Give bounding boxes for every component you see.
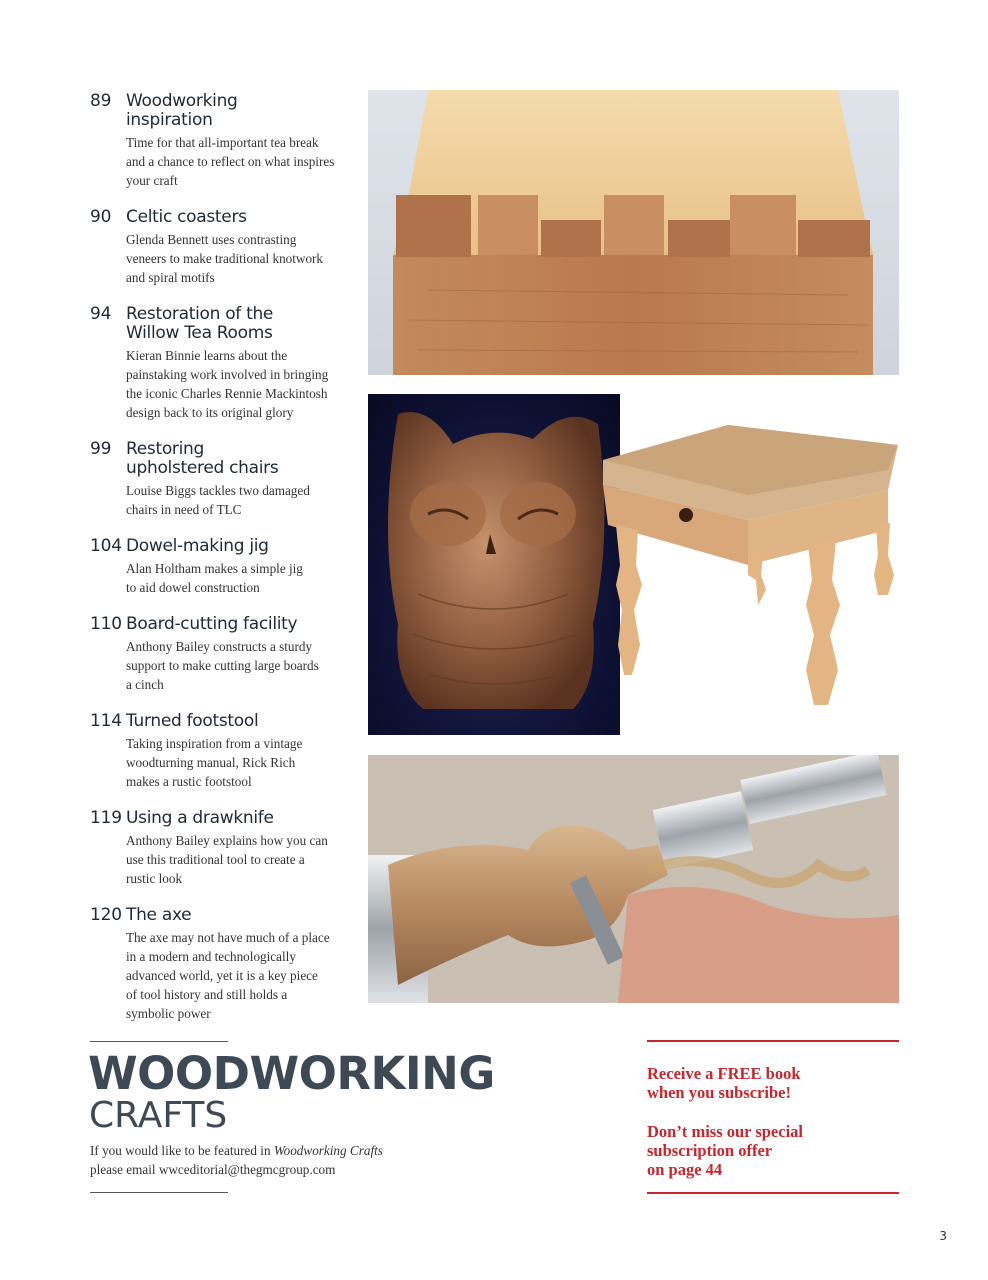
toc-entry-94[interactable] bbox=[90, 305, 360, 422]
toc-page-number: 114 bbox=[90, 711, 122, 731]
toc-title bbox=[126, 906, 360, 925]
toc-desc-line: Anthony Bailey constructs a sturdy bbox=[126, 639, 313, 654]
magazine-name: WOODWORKING bbox=[88, 1047, 495, 1100]
toc-desc-line: advanced world, yet it is a key piece bbox=[126, 968, 318, 983]
toc-entry-114[interactable] bbox=[90, 712, 360, 791]
promo-line: on page 44 bbox=[647, 1160, 723, 1179]
toc-page-number: 119 bbox=[90, 808, 122, 828]
toc-entry-110[interactable] bbox=[90, 615, 360, 694]
toc-title-line: Board-cutting facility bbox=[126, 614, 298, 634]
toc-page-number: 120 bbox=[90, 905, 122, 925]
toc-desc-line: Alan Holtham makes a simple jig bbox=[126, 561, 303, 576]
toc-desc-line: support to make cutting large boards bbox=[126, 658, 319, 673]
toc-desc-line: design back to its original glory bbox=[126, 405, 294, 420]
footstool-illustration bbox=[598, 415, 898, 715]
toc-desc-line: Taking inspiration from a vintage bbox=[126, 736, 303, 751]
toc-title-line: upholstered chairs bbox=[126, 458, 279, 478]
toc-title bbox=[126, 809, 360, 828]
toc-desc-line: The axe may not have much of a place bbox=[126, 930, 330, 945]
feature-note-line1: If you would like to be featured in Woodworking Crafts bbox=[90, 1143, 383, 1158]
feature-contact-note bbox=[90, 1141, 410, 1179]
toc-entry-104[interactable] bbox=[90, 537, 360, 597]
toc-title-line: Woodworking bbox=[126, 91, 238, 111]
toc-desc-line: symbolic power bbox=[126, 1006, 211, 1021]
toc-title-line: inspiration bbox=[126, 110, 213, 130]
promo-line: Receive a FREE book bbox=[647, 1064, 801, 1083]
toc-title bbox=[126, 615, 360, 634]
dovetail-joint-photo bbox=[368, 90, 899, 375]
toc-title-line: The axe bbox=[126, 905, 192, 925]
toc-title bbox=[126, 440, 360, 478]
toc-page-number: 89 bbox=[90, 91, 112, 111]
toc-desc-line: Kieran Binnie learns about the bbox=[126, 348, 288, 363]
toc-desc-line: the iconic Charles Rennie Mackintosh bbox=[126, 386, 328, 401]
toc-entry-90[interactable] bbox=[90, 208, 360, 287]
promo-line: when you subscribe! bbox=[647, 1083, 791, 1102]
toc-title-line: Using a drawknife bbox=[126, 808, 274, 828]
divider-bottom bbox=[90, 1192, 228, 1193]
magazine-title-italic: Woodworking Crafts bbox=[273, 1143, 383, 1158]
toc-page-number: 90 bbox=[90, 207, 112, 227]
toc-description bbox=[126, 133, 360, 190]
toc-title-line: Celtic coasters bbox=[126, 207, 247, 227]
toc-title-line: Willow Tea Rooms bbox=[126, 323, 273, 343]
toc-desc-line: woodturning manual, Rick Rich bbox=[126, 755, 296, 770]
toc-title bbox=[126, 712, 360, 731]
lathe-illustration bbox=[368, 755, 899, 1003]
toc-desc-line: veneers to make traditional knotwork bbox=[126, 251, 324, 266]
toc-desc-line: to aid dowel construction bbox=[126, 580, 260, 595]
toc-desc-line: a cinch bbox=[126, 677, 164, 692]
divider-top bbox=[90, 1041, 228, 1042]
toc-desc-line: Glenda Bennett uses contrasting bbox=[126, 232, 297, 247]
woodturning-lathe-photo bbox=[368, 755, 899, 1003]
toc-title-line: Turned footstool bbox=[126, 711, 259, 731]
carved-owl-photo bbox=[368, 394, 620, 735]
owl-illustration bbox=[368, 394, 620, 735]
toc-desc-line: makes a rustic footstool bbox=[126, 774, 252, 789]
toc-desc-line: Louise Biggs tackles two damaged bbox=[126, 483, 310, 498]
magazine-name-sub: CRAFTS bbox=[89, 1095, 228, 1136]
subscribe-promo[interactable] bbox=[647, 1064, 899, 1102]
toc-title bbox=[126, 537, 360, 556]
toc-desc-line: chairs in need of TLC bbox=[126, 502, 242, 517]
toc-page-number: 104 bbox=[90, 536, 122, 556]
toc-description bbox=[126, 928, 360, 1023]
toc-title bbox=[126, 92, 360, 130]
toc-title-line: Dowel-making jig bbox=[126, 536, 269, 556]
page-number: 3 bbox=[939, 1229, 947, 1243]
toc-page-number: 110 bbox=[90, 614, 122, 634]
toc-desc-line: and a chance to reflect on what inspires bbox=[126, 154, 335, 169]
contents-list bbox=[90, 92, 360, 1041]
toc-description bbox=[126, 230, 360, 287]
toc-title-line: Restoring bbox=[126, 439, 205, 459]
promo-line: subscription offer bbox=[647, 1141, 773, 1160]
toc-entry-99[interactable] bbox=[90, 440, 360, 519]
toc-desc-line: Anthony Bailey explains how you can bbox=[126, 833, 328, 848]
promo-line: Don’t miss our special bbox=[647, 1122, 803, 1141]
dovetail-illustration bbox=[368, 90, 899, 375]
toc-page-number: 99 bbox=[90, 439, 112, 459]
toc-title-line: Restoration of the bbox=[126, 304, 274, 324]
toc-description bbox=[126, 831, 360, 888]
toc-page-number: 94 bbox=[90, 304, 112, 324]
toc-description bbox=[126, 481, 360, 519]
toc-title bbox=[126, 305, 360, 343]
toc-entry-119[interactable] bbox=[90, 809, 360, 888]
toc-description bbox=[126, 559, 360, 597]
toc-entry-89[interactable] bbox=[90, 92, 360, 190]
toc-title bbox=[126, 208, 360, 227]
toc-description bbox=[126, 637, 360, 694]
rustic-footstool-photo bbox=[598, 415, 898, 715]
toc-entry-120[interactable] bbox=[90, 906, 360, 1023]
feature-note-line2: please email wwceditorial@thegmcgroup.com bbox=[90, 1162, 336, 1177]
toc-desc-line: in a modern and technologically bbox=[126, 949, 296, 964]
toc-desc-line: painstaking work involved in bringing bbox=[126, 367, 329, 382]
toc-desc-line: and spiral motifs bbox=[126, 270, 215, 285]
promo-rule-bottom bbox=[647, 1192, 899, 1194]
toc-desc-line: of tool history and still holds a bbox=[126, 987, 288, 1002]
toc-desc-line: Time for that all-important tea break bbox=[126, 135, 319, 150]
toc-description bbox=[126, 734, 360, 791]
toc-desc-line: your craft bbox=[126, 173, 178, 188]
toc-description bbox=[126, 346, 360, 422]
promo-rule-top bbox=[647, 1040, 899, 1042]
toc-desc-line: rustic look bbox=[126, 871, 183, 886]
toc-desc-line: use this traditional tool to create a bbox=[126, 852, 305, 867]
subscription-offer-promo[interactable] bbox=[647, 1122, 899, 1179]
